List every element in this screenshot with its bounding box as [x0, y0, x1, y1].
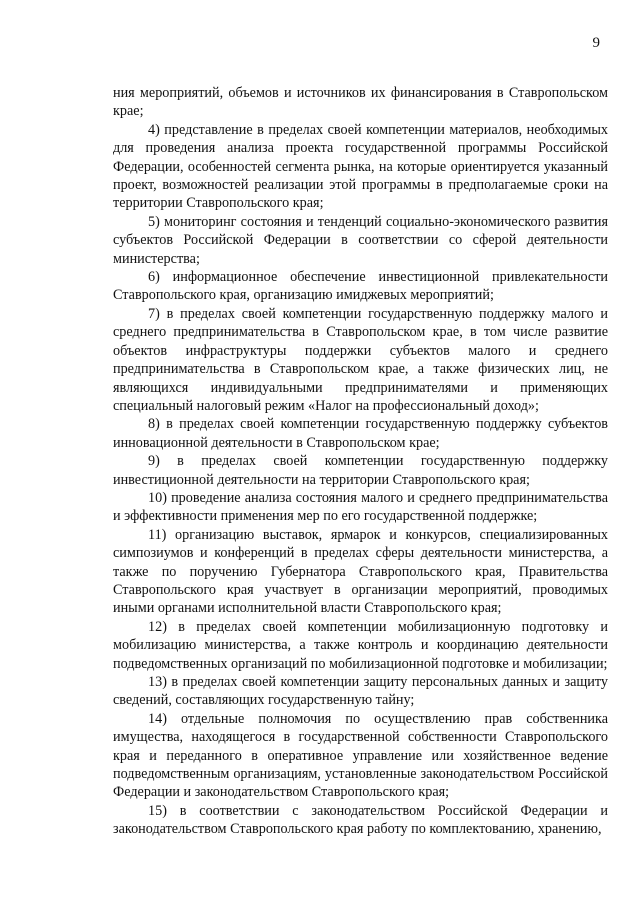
list-item: 9) в пределах своей компетенции государственную поддержку инвестиционной деятельности на территории Ставропольского края;	[113, 453, 608, 488]
list-item: 15) в соответствии с законодательством Российской Федерации и законодательством Ставропольского края работу по комплектованию, хранению,	[113, 802, 608, 838]
list-item: 5) мониторинг состояния и тенденций социально-экономического развития субъектов Российской Федерации в соответствии со сферой деятельности министерства;	[113, 213, 608, 267]
list-item: 4) представление в пределах своей компетенции материалов, необходимых для проведения анализа проекта государственной программы Российской Федерации, особенностей сегмента рынка, на которые ориентируется указанный проект, возможностей реализации этой программы в предполагаемые сроки на территории Ставропольского края;	[113, 121, 608, 212]
page-number: 9	[592, 35, 600, 51]
list-item: 6) информационное обеспечение инвестиционной привлекательности Ставропольского края, организацию имиджевых мероприятий;	[113, 269, 608, 304]
list-item: 7) в пределах своей компетенции государственную поддержку малого и среднего предпринимательства в Ставропольском крае, в том числе развитие объектов инфраструктуры поддержки субъектов малого и среднего предпринимательства в Ставропольском крае, а также физических лиц, не являющихся индивидуальными предпринимателями и применяющих специальный налоговый режим «Налог на профессиональный доход»;	[113, 305, 608, 414]
list-item: 12) в пределах своей компетенции мобилизационную подготовку и мобилизацию министерства, а также контроль и координацию деятельности подведомственных организаций по мобилизационной подготовке и мобилизации;	[113, 618, 608, 672]
list-item: 8) в пределах своей компетенции государственную поддержку субъектов инновационной деятельности в Ставропольском крае;	[113, 416, 608, 451]
list-item: 13) в пределах своей компетенции защиту персональных данных и защиту сведений, составляющих государственную тайну;	[113, 674, 608, 709]
list-item: 14) отдельные полномочия по осуществлению прав собственника имущества, находящегося в государственной собственности Ставропольского края и переданного в оперативное управление или хозяйственное ведение подведомственным организациям, установленные законодательством Российской Федерации и законодательством Ставропольского края;	[113, 710, 608, 801]
list-item: 11) организацию выставок, ярмарок и конкурсов, специализированных симпозиумов и конференций в пределах сферы деятельности министерства, а также по поручению Губернатора Ставропольского края, Правительства Ставропольского края участвует в организации мероприятий, проводимых иными органами исполнительной власти Ставропольского края;	[113, 526, 608, 617]
document-body	[113, 84, 608, 839]
continuation-paragraph: ния мероприятий, объемов и источников их финансирования в Ставропольском крае;	[113, 85, 608, 120]
list-item: 10) проведение анализа состояния малого и среднего предпринимательства и эффективности применения мер по его государственной поддержке;	[113, 489, 608, 525]
